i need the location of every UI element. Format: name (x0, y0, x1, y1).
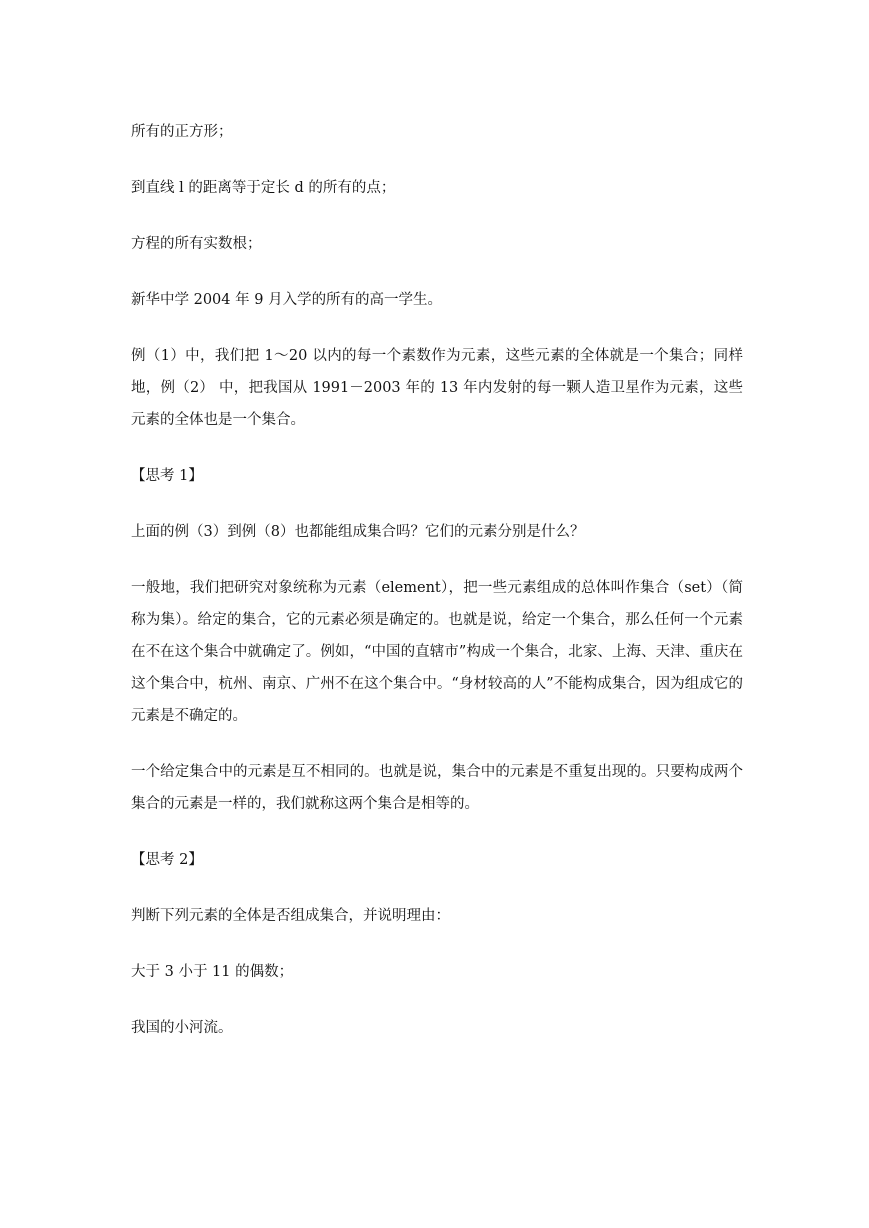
think-2-question: 判断下列元素的全体是否组成集合，并说明理由： (131, 908, 450, 924)
example-explanation-paragraph: 例（1）中，我们把 1～20 以内的每一个素数作为元素，这些元素的全体就是一个集合；同样地，例（2） 中，把我国从 1991－2003 年的 13 年内发射的每一颗人造卫星作为元素，这些元素的全体也是一个集合。 (131, 348, 743, 428)
list-item-points: 到直线 l 的距离等于定长 d 的所有的点； (131, 180, 396, 196)
think-1-question: 上面的例（3）到例（8）也都能组成集合吗？它们的元素分别是什么？ (131, 524, 585, 540)
list-item-rivers: 我国的小河流。 (131, 1020, 233, 1036)
think-2-heading: 【思考 2】 (131, 852, 203, 868)
think-1-heading: 【思考 1】 (131, 468, 203, 484)
document-page (131, 116, 743, 1068)
definition-paragraph: 一般地，我们把研究对象统称为元素（element），把一些元素组成的总体叫作集合（set）（简称为集）。给定的集合，它的元素必须是确定的。也就是说，给定一个集合，那么任何一个元素在不在这个集合中就确定了。例如，“中国的直辖市”构成一个集合，北家、上海、天津、重庆在这个集合中，杭州、南京、广州不在这个集合中。“身材较高的人”不能构成集合，因为组成它的元素是不确定的。 (131, 580, 743, 724)
list-item-roots: 方程的所有实数根； (131, 236, 262, 252)
list-item-squares: 所有的正方形； (131, 124, 233, 140)
list-item-even-numbers: 大于 3 小于 11 的偶数； (131, 964, 294, 980)
list-item-students: 新华中学 2004 年 9 月入学的所有的高一学生。 (131, 292, 443, 308)
distinct-elements-paragraph: 一个给定集合中的元素是互不相同的。也就是说，集合中的元素是不重复出现的。只要构成两个集合的元素是一样的，我们就称这两个集合是相等的。 (131, 764, 743, 812)
